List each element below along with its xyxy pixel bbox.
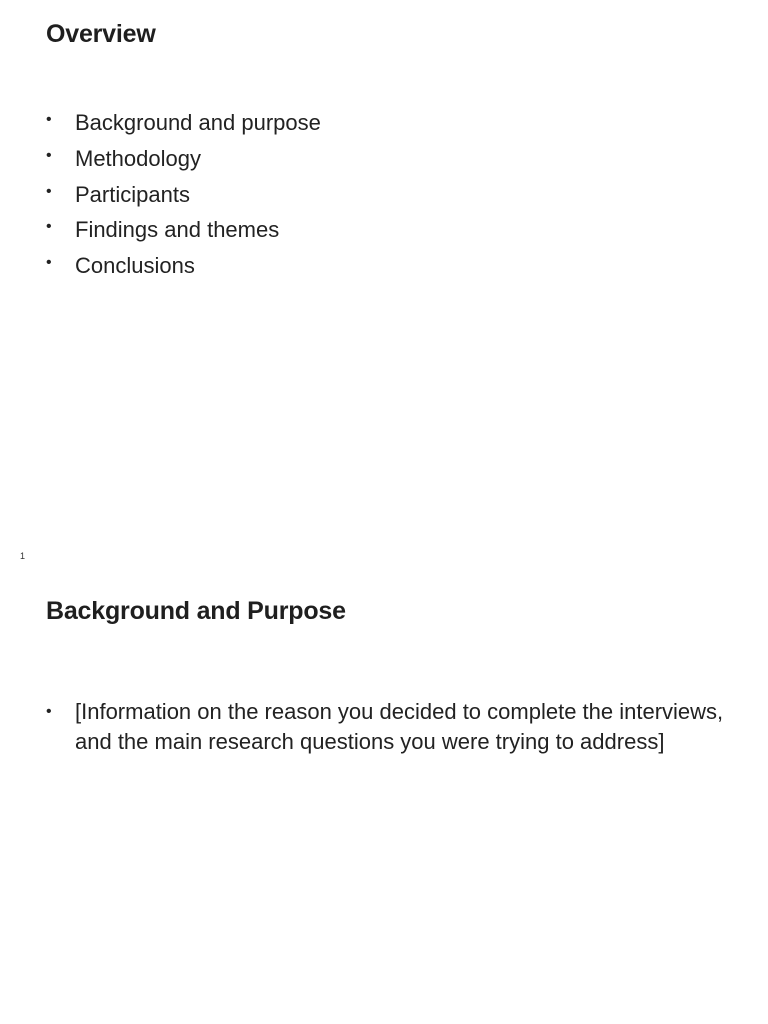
list-item [46, 177, 706, 213]
bullet-text: Participants [75, 181, 190, 207]
list-item [46, 212, 706, 248]
list-item [46, 105, 706, 141]
list-item [46, 141, 706, 177]
bullet-icon: • [46, 703, 52, 720]
bullet-icon: • [46, 146, 52, 164]
list-item [46, 248, 706, 284]
bullet-text: Methodology [75, 145, 201, 171]
page-number: 1 [20, 551, 26, 561]
list-item [46, 697, 726, 757]
overview-bullet-list [46, 105, 706, 284]
bullet-text: [Information on the reason you decided to complete the interviews, and the main research questions you were trying to address] [75, 699, 724, 754]
bullet-text: Findings and themes [75, 217, 280, 243]
bullet-icon: • [46, 182, 52, 200]
slide-title-overview: Overview [46, 20, 156, 48]
bullet-icon: • [46, 254, 52, 272]
background-bullet-list [46, 697, 726, 757]
slide-title-background: Background and Purpose [46, 597, 346, 625]
bullet-text: Conclusions [75, 253, 195, 279]
bullet-text: Background and purpose [75, 110, 321, 135]
bullet-icon: • [46, 218, 52, 236]
bullet-icon: • [46, 111, 52, 128]
